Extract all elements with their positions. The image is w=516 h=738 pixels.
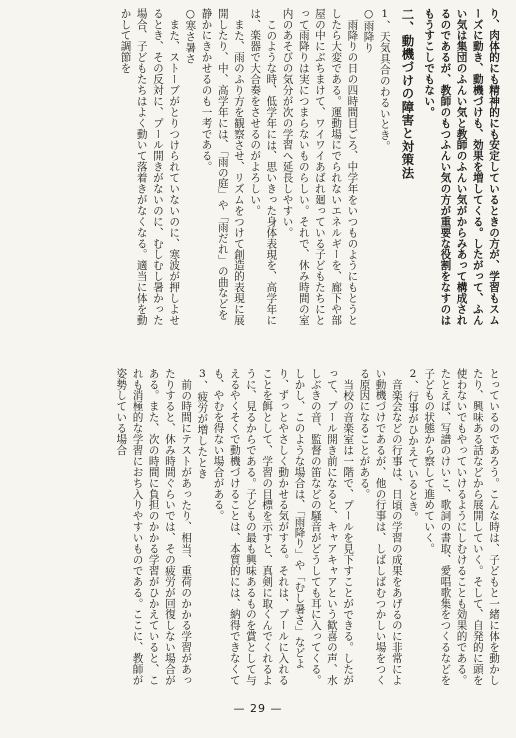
paragraph-cold-heat: また、ストーブがとりつけられていないのに、寒波が押しよせるとき、その反対に、プール開きがないのに、むしむし暑かった場合、子どもたちはよく動いて落着きがなくなる。適当に体を動かして調節を [119,8,181,326]
paragraph-continuation: とっているのであろう。こんな時は、子どもと一緒に体を動かしたり、興味ある話などから展開していく。そして、自発的に頭を使わないでもやっていけるようにしむけることも効果的である。たとえば、写譜のけいこ、歌詞の書取、愛唱歌集をつくるなどを子どもの状態から察して進めていく。 [423,368,500,686]
upper-text-block [14,8,502,326]
subheading-rain: ○雨降り [362,8,375,54]
page-number: — 29 — [233,702,283,715]
subheading-fatigue: 3、疲労が増したとき [196,368,209,479]
paragraph-rain-music: また、雨のふり方を観察させ、リズムをつけて創造的表現に展開したり、中、高学年には、「雨の庭」や「雨だれ」の曲などを静かにきかせるのも一考である。 [200,8,245,326]
subheading-weather: 1、天気具合のわるいとき。 [378,8,391,152]
paragraph-rain-remedy: このような時、低学年には、思いきった身体表現を、高学年には、楽器で大合奏をさせるのがよろしい。 [249,8,278,326]
paragraph-rain: 雨降りの日の四時間目ごろ、中学年をいつものようにもとうとしたら大変である。運動場にでられないエネルギーを、廊下や部屋の中にぶちまけて、ワイワイあばれ廻っている子どもたちにとって雨降りは実につまらないものらしい。それで、休み時間の室内のあそびの気分が次の学習へ延長しやすい。 [281,8,359,326]
paragraph-pool: 当校の音楽室は一階で、プールを見下すことができる。したがって、プール開き前になると、キャアキャアという歓喜の声、水しぶきの音、監督の笛などの騒音がどうしても耳に入ってくる。しかし、このような場合は、「雨降り」や「むし暑さ」などより、ずっとやさしく動かせる気がする。それは、プールに入れることを餌として、学習の目標を示すと、真剣に取くんでくれるように、見るからである。子どもの最も興味あるものを賞として与えるやくそくで動機づけることは、本質的には、納得できなくても、やむを得ない場合がある。 [212,368,355,686]
section-heading: 二、動機づけの障害と対策法 [399,8,415,180]
paragraph-events: 音楽会などの行事は、日頃の学習の成果をあげるのに非常によい動機づけであるが、他の行事は、しばしばむつかしい場をつくる原因になることがある。 [358,368,403,686]
subheading-events: 2、行事がひかえているとき。 [406,368,419,523]
paragraph-fatigue: 前の時間にテストがあったり、相当、重荷のかかる学習があったりすると、休み時間ぐらいでは、その疲労が回復しない場合がある。また、次の時間に負担のかかる学習がひかえていると、これも消極的な学習におち入りやすいものである。ここに、教師が姿勢している場合 [115,368,193,686]
subheading-cold-heat: ○寒さ暑さ [184,8,197,65]
lead-paragraph: り、肉体的にも精神的にも安定しているときの方が、学習もスムーズに動き、動機づけも、効果を増してくる。したがって、ふんい気は集団のふんい気と教師のふんい気がからみあって構成されるのであるが、教師のもつふんい気の方が重要な役割をなすのはもうすこしでもない。 [423,8,500,326]
lower-text-block [14,368,502,690]
